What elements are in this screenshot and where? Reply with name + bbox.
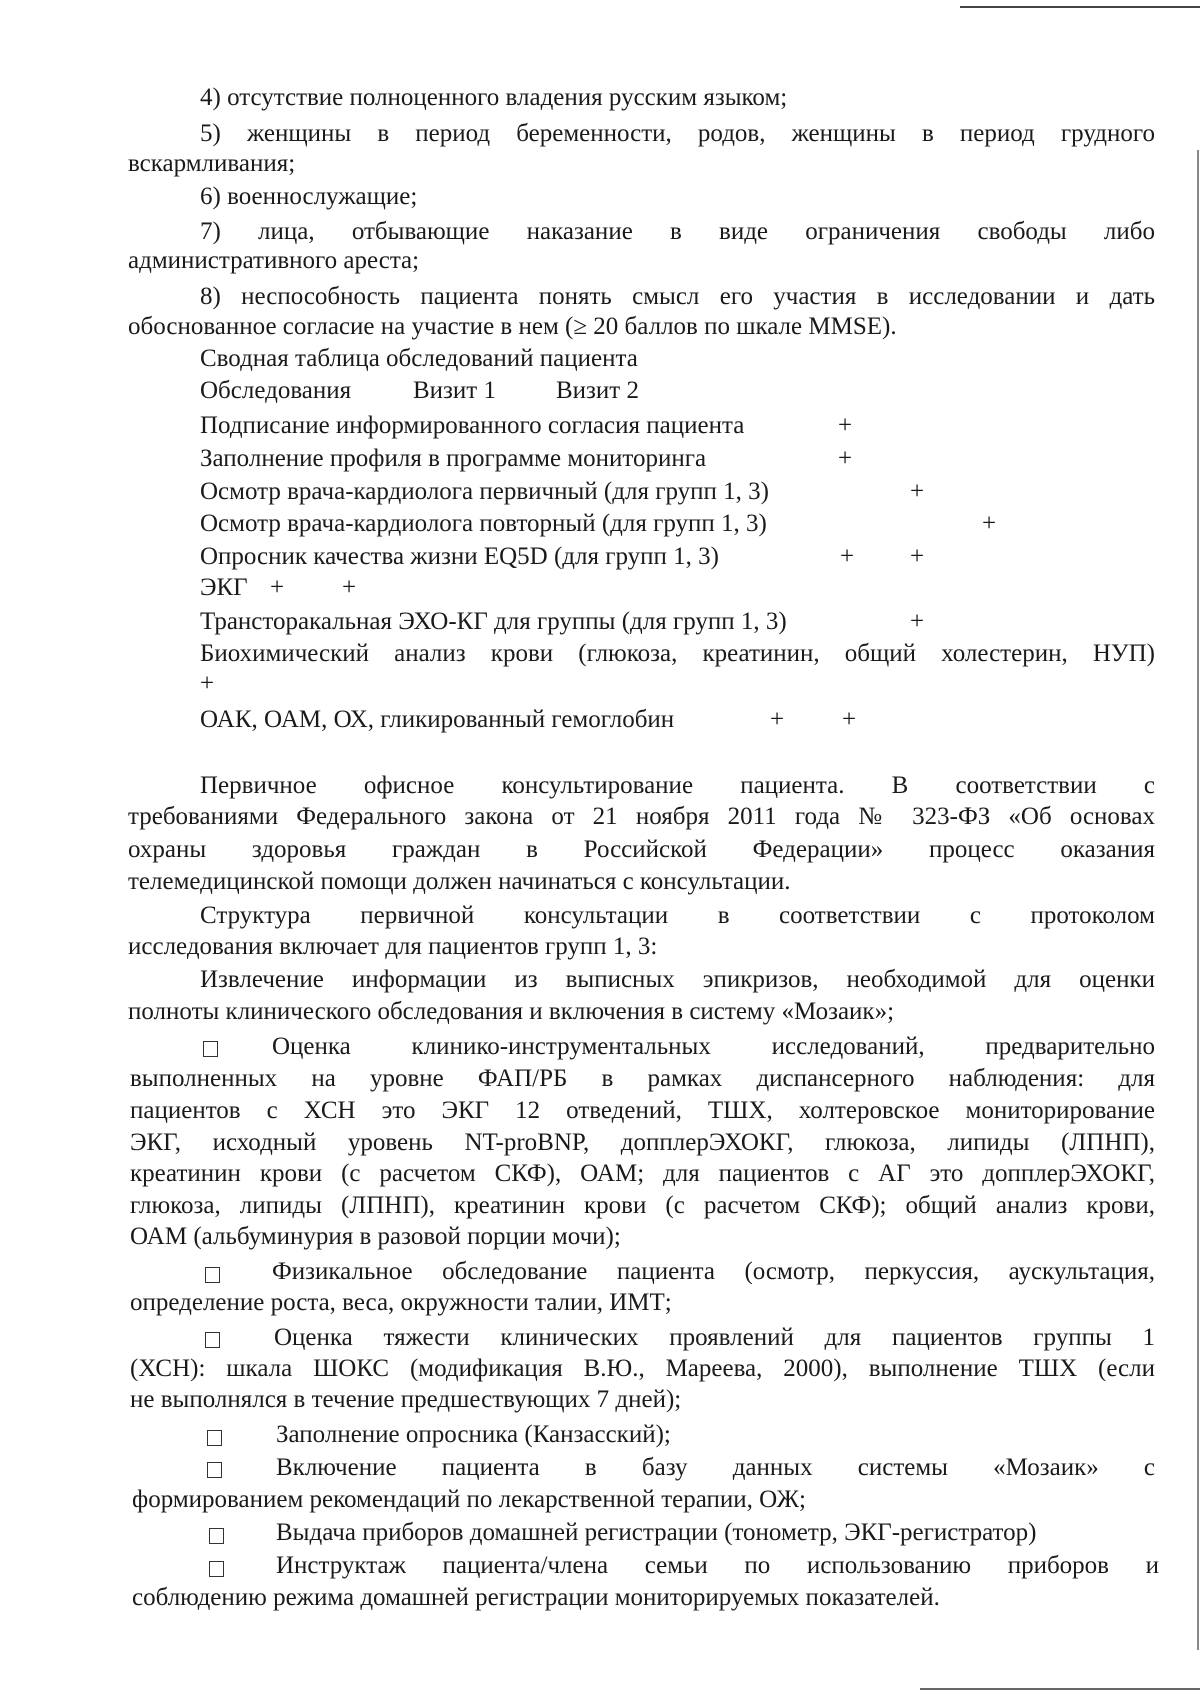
checkbox-icon xyxy=(207,1462,222,1478)
bullet-line: Физикальное обследование пациента (осмотр, перкуссия, аускультация, xyxy=(272,1258,1155,1285)
list-item: 5) женщины в период беременности, родов, женщины в период грудного xyxy=(200,120,1155,147)
checkbox-icon xyxy=(209,1561,224,1577)
paragraph-line: охраны здоровья граждан в Российской Федерации» процесс оказания xyxy=(128,836,1155,863)
table-row-label: Биохимический анализ крови (глюкоза, креатинин, общий холестерин, НУП) xyxy=(200,640,1155,667)
bullet-line: формированием рекомендаций по лекарственной терапии, ОЖ; xyxy=(132,1486,806,1513)
bullet-line: Инструктаж пациента/члена семьи по использованию приборов и xyxy=(276,1552,1159,1579)
checkbox-icon xyxy=(203,1041,218,1057)
paragraph-line: требованиями Федерального закона от 21 ноября 2011 года № 323-ФЗ «Об основах xyxy=(128,803,1155,830)
list-item: 7) лица, отбывающие наказание в виде ограничения свободы либо xyxy=(200,218,1155,245)
paragraph-line: исследования включает для пациентов групп 1, 3: xyxy=(128,933,658,960)
table-row-mark: + xyxy=(910,543,925,570)
bullet-line: Оценка клинико-инструментальных исследований, предварительно xyxy=(272,1033,1155,1060)
bullet-line: ЭКГ, исходный уровень NT-proBNP, допплерЭХОКГ, глюкоза, липиды (ЛПНП), xyxy=(130,1129,1155,1156)
bullet-line: определение роста, веса, окружности талии, ИМТ; xyxy=(130,1289,672,1316)
paragraph-line: Первичное офисное консультирование пациента. В соответствии с xyxy=(200,772,1155,799)
checkbox-icon xyxy=(207,1430,222,1446)
table-header-visit-2: Визит 2 xyxy=(556,377,639,404)
bullet-line: соблюдению режима домашней регистрации мониторируемых показателей. xyxy=(132,1584,940,1611)
table-row-label: Заполнение профиля в программе мониторинга xyxy=(200,445,707,472)
table-row-label: Осмотр врача-кардиолога повторный (для групп 1, 3) xyxy=(200,510,767,537)
table-row-mark: + xyxy=(838,445,853,472)
table-header-exams: Обследования xyxy=(200,377,352,404)
bullet-line: не выполнялся в течение предшествующих 7 дней); xyxy=(130,1386,682,1413)
bullet-line: Заполнение опросника (Канзасский); xyxy=(276,1421,671,1448)
table-row-label: ЭКГ xyxy=(200,574,248,601)
bullet-line: выполненных на уровне ФАП/РБ в рамках диспансерного наблюдения: для xyxy=(130,1065,1155,1092)
list-item: обоснованное согласие на участие в нем (≥ 20 баллов по шкале MMSE). xyxy=(128,313,897,340)
list-item: административного ареста; xyxy=(128,247,420,274)
table-row-label: ОАК, ОАМ, ОХ, гликированный гемоглобин xyxy=(200,706,675,733)
table-row-mark: + xyxy=(200,670,215,697)
table-row-mark: + xyxy=(770,706,785,733)
paragraph-line: Структура первичной консультации в соответствии с протоколом xyxy=(200,902,1155,929)
table-row-label: Опросник качества жизни EQ5D (для групп 1, 3) xyxy=(200,543,719,570)
table-row-label: Осмотр врача-кардиолога первичный (для групп 1, 3) xyxy=(200,478,769,505)
table-row-mark: + xyxy=(982,510,997,537)
table-row-mark: + xyxy=(270,574,285,601)
paragraph-line: полноты клинического обследования и включения в систему «Мозаик»; xyxy=(128,998,895,1025)
table-row-mark: + xyxy=(342,574,357,601)
bullet-line: глюкоза, липиды (ЛПНП), креатинин крови (с расчетом СКФ); общий анализ крови, xyxy=(130,1192,1155,1219)
table-row-mark: + xyxy=(842,706,857,733)
bullet-line: пациентов с ХСН это ЭКГ 12 отведений, ТШХ, холтеровское мониторирование xyxy=(130,1097,1155,1124)
checkbox-icon xyxy=(205,1332,220,1348)
bullet-line: креатинин крови (с расчетом СКФ), ОАМ; для пациентов с АГ это допплерЭХОКГ, xyxy=(130,1160,1155,1187)
checkbox-icon xyxy=(209,1528,224,1544)
table-row-label: Трансторакальная ЭХО-КГ для группы (для групп 1, 3) xyxy=(200,608,787,635)
scan-edge-bottom xyxy=(920,1688,1200,1690)
table-row-mark: + xyxy=(838,412,853,439)
table-row-mark: + xyxy=(840,543,855,570)
table-title: Сводная таблица обследований пациента xyxy=(200,345,638,372)
scan-edge-top xyxy=(960,6,1200,8)
list-item: 8) неспособность пациента понять смысл его участия в исследовании и дать xyxy=(200,283,1155,310)
bullet-line: Выдача приборов домашней регистрации (тонометр, ЭКГ-регистратор) xyxy=(276,1519,1037,1546)
list-item: вскармливания; xyxy=(128,150,296,177)
list-item: 6) военнослужащие; xyxy=(200,183,418,210)
table-row-mark: + xyxy=(910,478,925,505)
bullet-line: Оценка тяжести клинических проявлений для пациентов группы 1 xyxy=(274,1324,1155,1351)
bullet-line: Включение пациента в базу данных системы «Мозаик» с xyxy=(276,1454,1155,1481)
table-row-mark: + xyxy=(910,608,925,635)
paragraph-line: Извлечение информации из выписных эпикризов, необходимой для оценки xyxy=(200,966,1155,993)
table-header-visit-1: Визит 1 xyxy=(413,377,496,404)
list-item: 4) отсутствие полноценного владения русским языком; xyxy=(200,84,788,111)
scan-edge-right xyxy=(1197,150,1199,1650)
table-row-label: Подписание информированного согласия пациента xyxy=(200,412,745,439)
bullet-line: ОАМ (альбуминурия в разовой порции мочи); xyxy=(130,1223,621,1250)
checkbox-icon xyxy=(205,1267,220,1283)
paragraph-line: телемедицинской помощи должен начинаться с консультации. xyxy=(128,868,791,895)
bullet-line: (ХСН): шкала ШОКС (модификация В.Ю., Мареева, 2000), выполнение ТШХ (если xyxy=(130,1355,1155,1382)
